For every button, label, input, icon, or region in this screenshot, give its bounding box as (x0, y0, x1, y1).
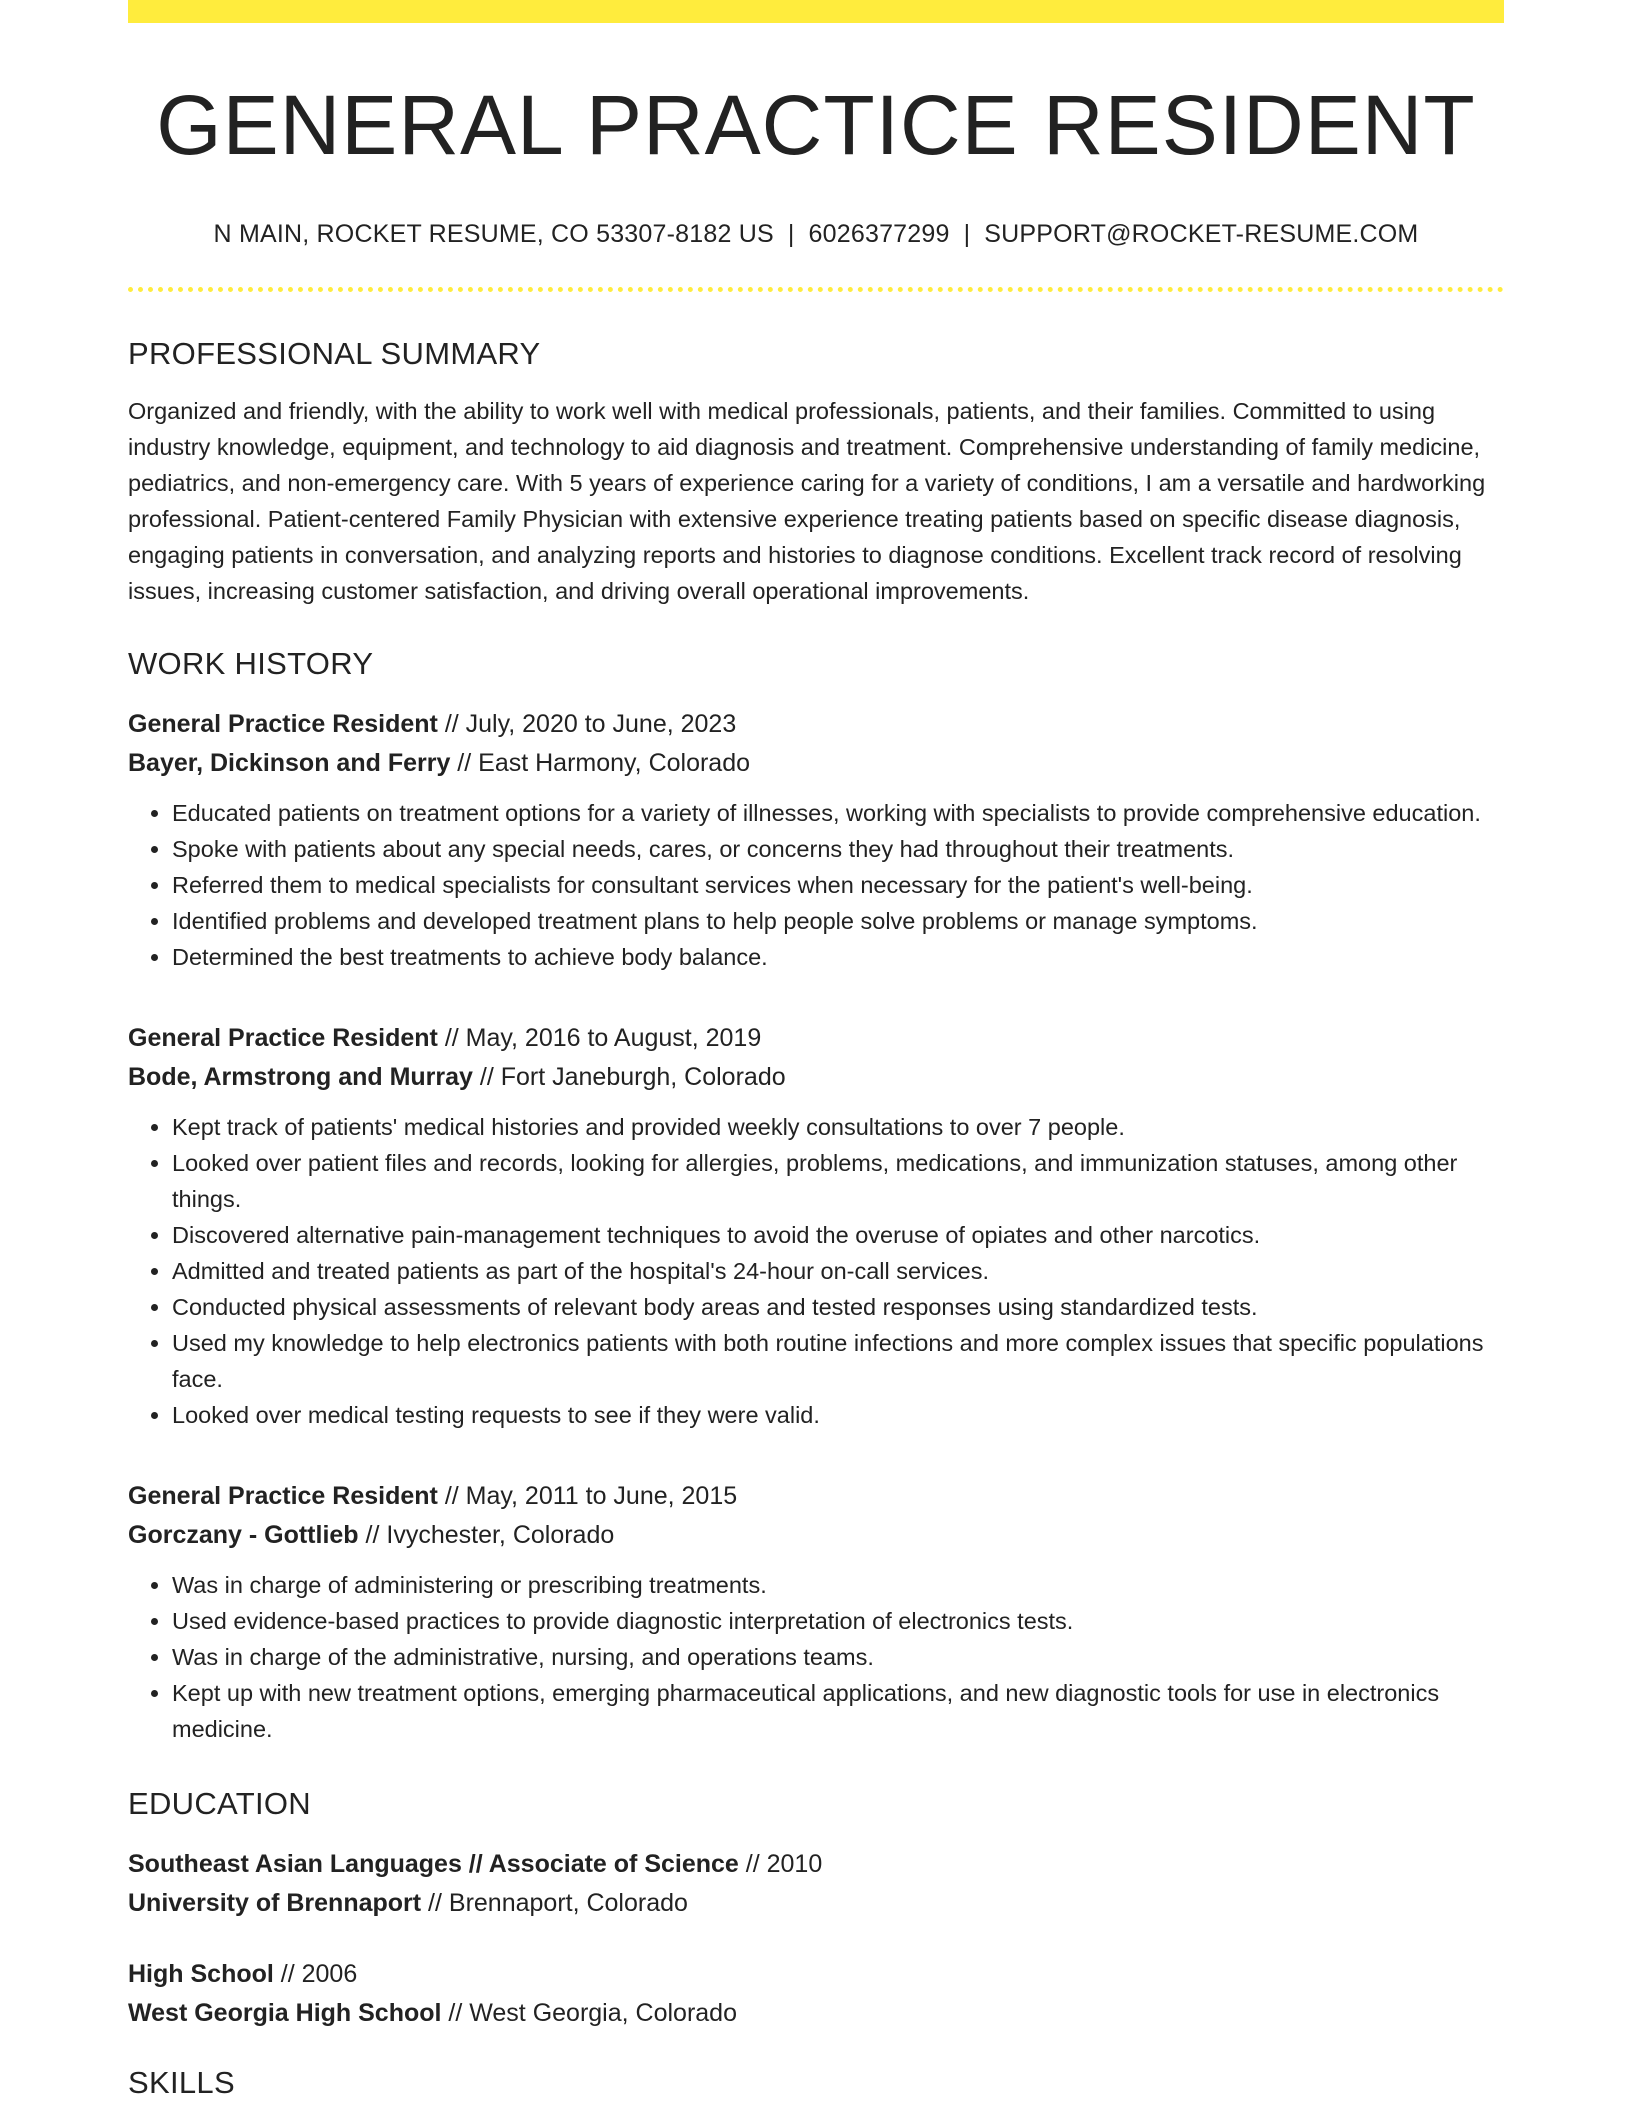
education-school: West Georgia High School (128, 1999, 442, 2027)
job-company: Bayer, Dickinson and Ferry (128, 749, 451, 777)
education-section-title: EDUCATION (128, 1786, 311, 1821)
contact-separator: | (963, 220, 971, 248)
job-dates: // May, 2011 to June, 2015 (437, 1482, 738, 1510)
job-bullet: • Looked over patient files and records, looking for allergies, problems, medications, and immunization statuses, among other things. (172, 1145, 1504, 1217)
summary-text: Organized and friendly, with the ability to work well with medical professionals, patients, and their families. Committed to using industry knowledge, equipment, and technology to aid diagnosis and treatment. Comprehensive understanding of family medicine, pediatrics, and non-emergency care. With 5 years of experience caring for a variety of conditions, I am a versatile and hardworking professional. Patient-centered Family Physician with extensive experience treating patients based on specific disease diagnosis, engaging patients in conversation, and analyzing reports and histories to diagnose conditions. Excellent track record of resolving issues, increasing customer satisfaction, and driving overall operational improvements. (128, 398, 1486, 604)
job-bullet: • Spoke with patients about any special needs, cares, or concerns they had throughout their treatments. (172, 831, 1504, 867)
education-degree-line (128, 1955, 1504, 1994)
education-degree: Southeast Asian Languages // Associate of Science (128, 1850, 739, 1878)
job-bullet: • Used evidence-based practices to provide diagnostic interpretation of electronics tests. (172, 1603, 1504, 1639)
job-role: General Practice Resident (128, 710, 438, 738)
education-entry (128, 1955, 1504, 2033)
job-role-line (128, 1019, 1504, 1058)
contact-line (128, 222, 1504, 247)
education-degree: High School (128, 1960, 274, 1988)
job-bullet: • Determined the best treatments to achieve body balance. (172, 939, 1504, 975)
job-company-line (128, 1516, 1504, 1555)
job-bullet: • Kept up with new treatment options, emerging pharmaceutical applications, and new diagnostic tools for use in electronics medicine. (172, 1675, 1504, 1747)
job-role-line (128, 1477, 1504, 1516)
job-location: // East Harmony, Colorado (450, 749, 751, 777)
job-bullet: • Used my knowledge to help electronics patients with both routine infections and more complex issues that specific populations face. (172, 1325, 1504, 1397)
job-bullet-list (128, 1567, 1504, 1747)
job-dates: // May, 2016 to August, 2019 (437, 1024, 762, 1052)
contact-address: N MAIN, ROCKET RESUME, CO 53307-8182 US (213, 220, 774, 248)
education-school-line (128, 1884, 1504, 1923)
education-location: // Brennaport, Colorado (421, 1889, 688, 1917)
job-dates: // July, 2020 to June, 2023 (437, 710, 737, 738)
job-bullet: • Looked over medical testing requests to see if they were valid. (172, 1397, 1504, 1433)
job-role-line (128, 705, 1504, 744)
job-bullet: • Was in charge of the administrative, nursing, and operations teams. (172, 1639, 1504, 1675)
job-location: // Ivychester, Colorado (358, 1521, 615, 1549)
job-bullet-list (128, 1109, 1504, 1433)
job-role: General Practice Resident (128, 1482, 438, 1510)
education-year: // 2010 (738, 1850, 823, 1878)
job-bullet: • Was in charge of administering or prescribing treatments. (172, 1567, 1504, 1603)
work-history-section-title: WORK HISTORY (128, 646, 374, 681)
contact-email: SUPPORT@ROCKET-RESUME.COM (984, 220, 1419, 248)
education-location: // West Georgia, Colorado (441, 1999, 737, 2027)
skills-section-title: SKILLS (128, 2065, 235, 2100)
resume-page (128, 0, 1504, 2098)
job-company-line (128, 1058, 1504, 1097)
job-bullet-list (128, 795, 1504, 975)
job-company-line (128, 744, 1504, 783)
job-bullet: • Educated patients on treatment options for a variety of illnesses, working with specialists to provide comprehensive education. (172, 795, 1504, 831)
dotted-divider (128, 287, 1504, 292)
job-entry (128, 705, 1504, 975)
job-bullet: • Referred them to medical specialists for consultant services when necessary for the patient's well-being. (172, 867, 1504, 903)
education-degree-line (128, 1845, 1504, 1884)
resume-name-heading: GENERAL PRACTICE RESIDENT (156, 78, 1476, 172)
job-company: Bode, Armstrong and Murray (128, 1063, 473, 1091)
job-location: // Fort Janeburgh, Colorado (472, 1063, 786, 1091)
education-school: University of Brennaport (128, 1889, 422, 1917)
education-school-line (128, 1994, 1504, 2033)
job-bullet: • Conducted physical assessments of relevant body areas and tested responses using standardized tests. (172, 1289, 1504, 1325)
job-company: Gorczany - Gottlieb (128, 1521, 359, 1549)
job-entry (128, 1019, 1504, 1433)
contact-separator: | (787, 220, 795, 248)
education-year: // 2006 (273, 1960, 358, 1988)
job-bullet: • Admitted and treated patients as part of the hospital's 24-hour on-call services. (172, 1253, 1504, 1289)
job-role: General Practice Resident (128, 1024, 438, 1052)
education-entry (128, 1845, 1504, 1923)
job-bullet: • Kept track of patients' medical histories and provided weekly consultations to over 7 people. (172, 1109, 1504, 1145)
summary-section-title: PROFESSIONAL SUMMARY (128, 336, 541, 371)
job-bullet: • Discovered alternative pain-management techniques to avoid the overuse of opiates and other narcotics. (172, 1217, 1504, 1253)
job-entry (128, 1477, 1504, 1747)
contact-phone: 6026377299 (808, 220, 950, 248)
top-accent-bar (128, 0, 1504, 23)
job-bullet: • Identified problems and developed treatment plans to help people solve problems or manage symptoms. (172, 903, 1504, 939)
